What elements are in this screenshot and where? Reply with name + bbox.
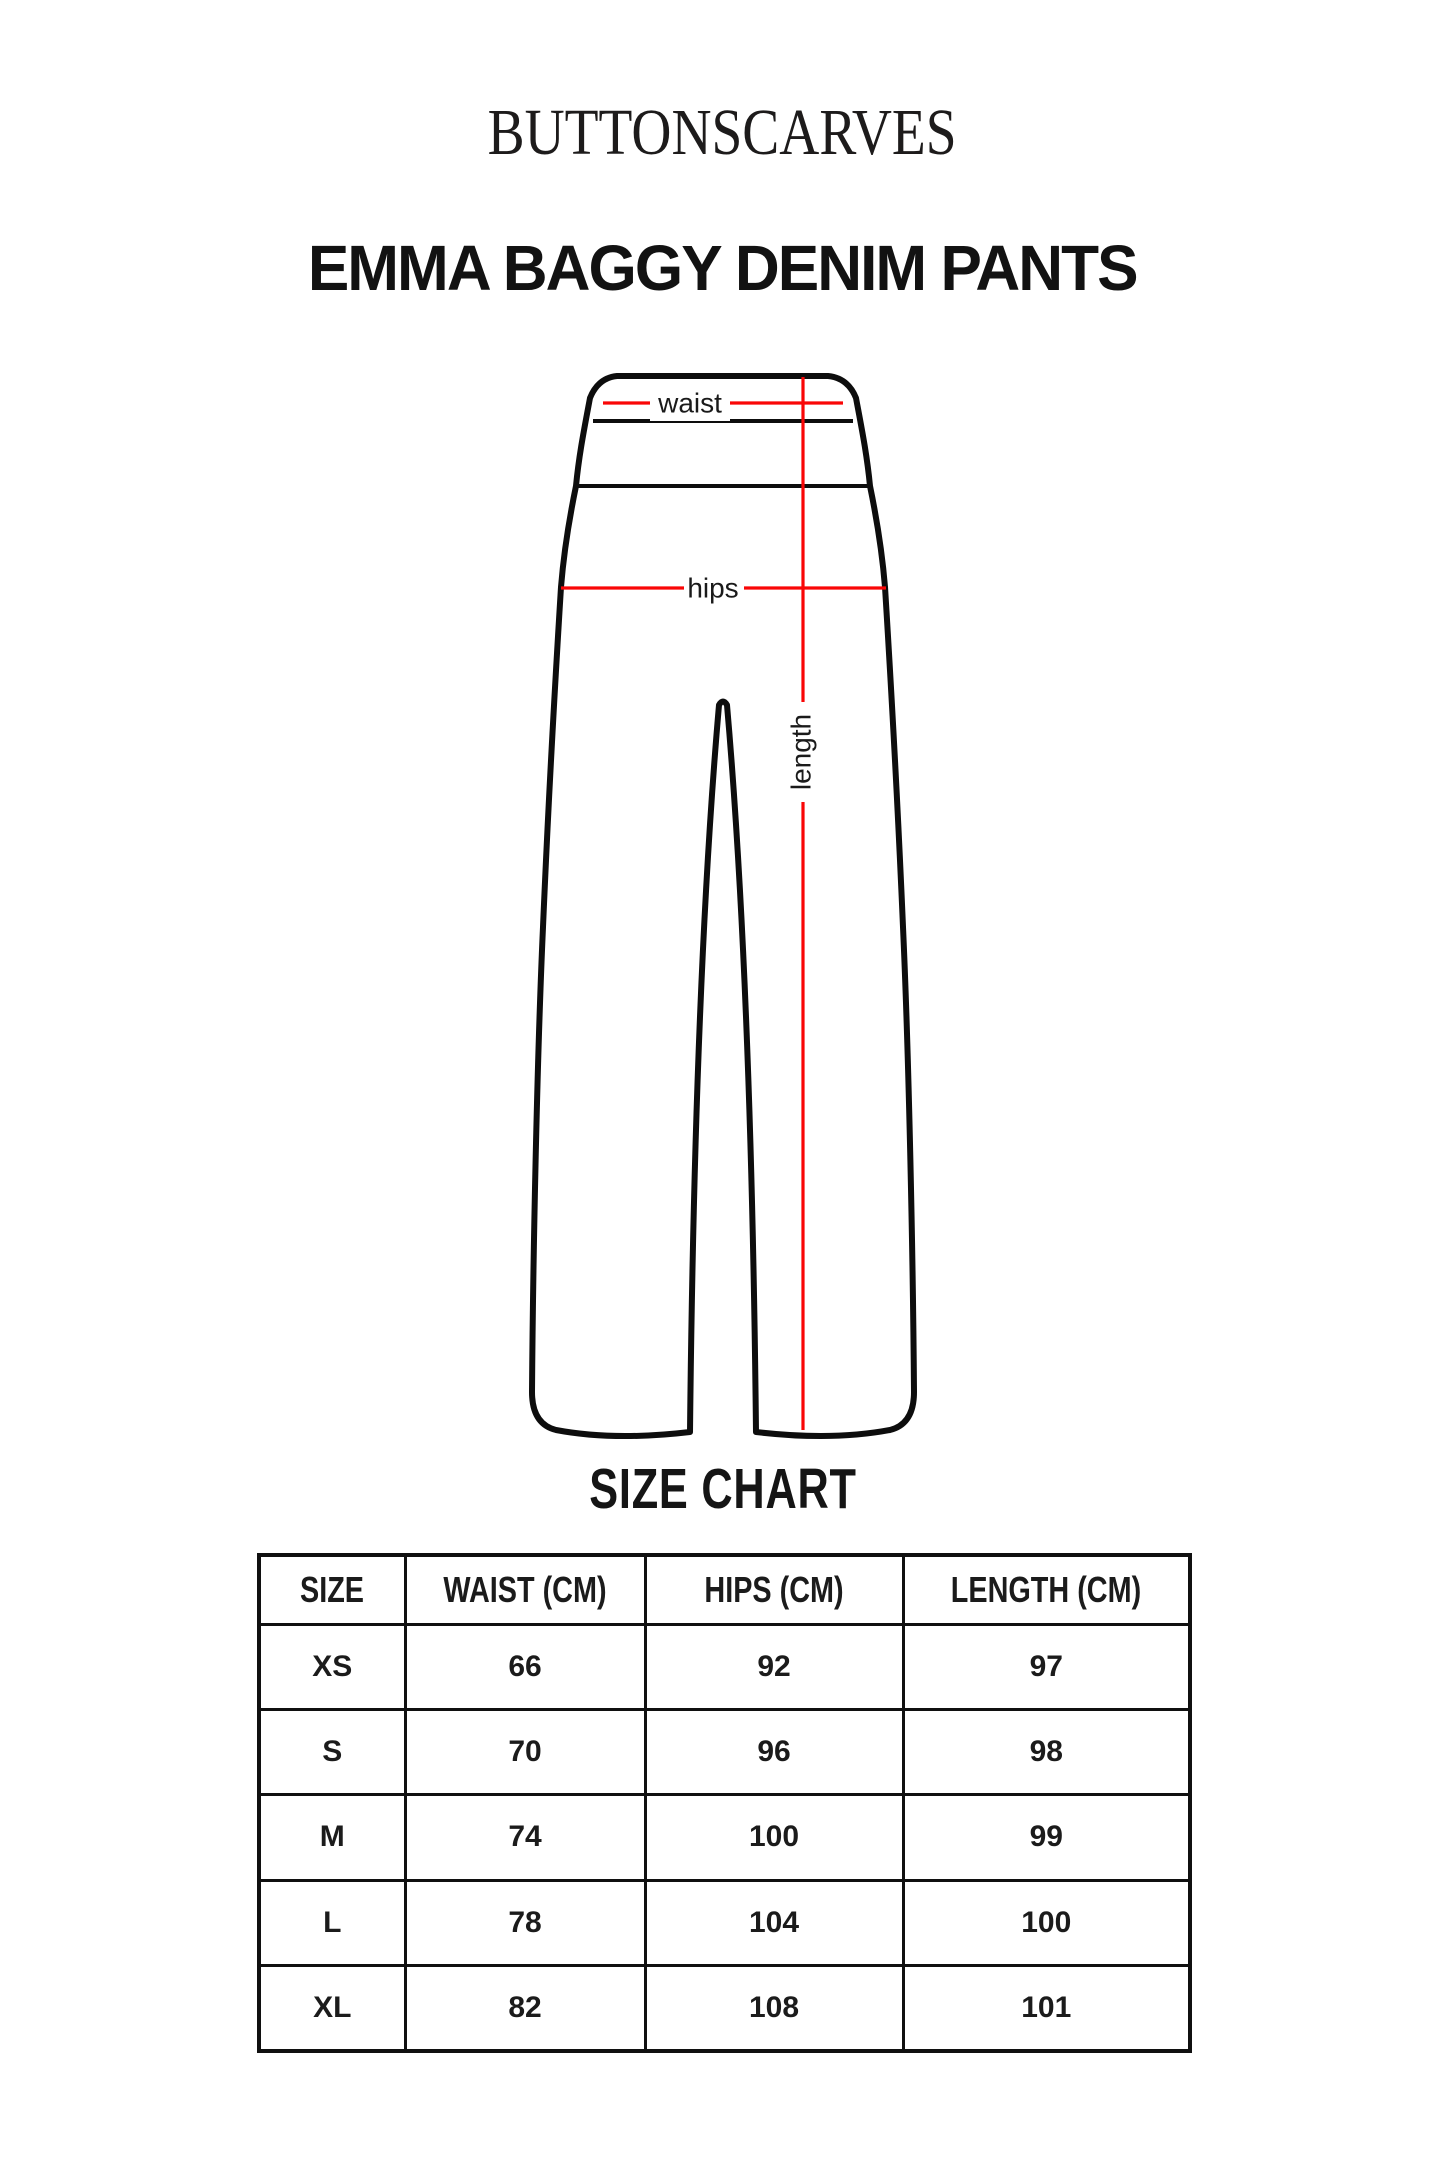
hips-cell: 96 <box>645 1709 903 1794</box>
table-row <box>259 1880 1190 1965</box>
waist-cell: 70 <box>405 1709 645 1794</box>
column-header-size: SIZE <box>259 1555 405 1624</box>
column-header-length: LENGTH (CM) <box>903 1555 1190 1624</box>
table-header-row <box>259 1555 1190 1624</box>
table-row <box>259 1966 1190 2051</box>
table-row <box>259 1709 1190 1794</box>
length-label: length <box>785 713 817 791</box>
size-cell: XS <box>259 1624 405 1709</box>
column-header-hips: HIPS (CM) <box>645 1555 903 1624</box>
hips-cell: 100 <box>645 1795 903 1880</box>
waist-cell: 82 <box>405 1966 645 2051</box>
brand-logo-text: BUTTONSCARVES <box>488 96 957 169</box>
pants-measurement-diagram <box>430 340 1010 1460</box>
product-title-text: EMMA BAGGY DENIM PANTS <box>308 232 1137 304</box>
size-chart-heading <box>0 1452 1445 1526</box>
hips-label: hips <box>687 572 739 604</box>
brand-logo <box>0 96 1445 170</box>
length-cell: 98 <box>903 1709 1190 1794</box>
waist-cell: 74 <box>405 1795 645 1880</box>
size-chart-heading-text: SIZE CHART <box>588 1457 857 1521</box>
product-title <box>0 226 1445 310</box>
size-chart-table <box>257 1553 1192 2053</box>
waist-cell: 78 <box>405 1880 645 1965</box>
size-cell: L <box>259 1880 405 1965</box>
size-cell: M <box>259 1795 405 1880</box>
size-cell: S <box>259 1709 405 1794</box>
waist-label: waist <box>658 387 722 419</box>
column-header-waist: WAIST (CM) <box>405 1555 645 1624</box>
length-cell: 99 <box>903 1795 1190 1880</box>
hips-cell: 108 <box>645 1966 903 2051</box>
pants-outline-shape <box>532 376 914 1436</box>
waist-cell: 66 <box>405 1624 645 1709</box>
length-cell: 101 <box>903 1966 1190 2051</box>
length-cell: 100 <box>903 1880 1190 1965</box>
table-row <box>259 1624 1190 1709</box>
length-cell: 97 <box>903 1624 1190 1709</box>
hips-cell: 104 <box>645 1880 903 1965</box>
size-cell: XL <box>259 1966 405 2051</box>
table-row <box>259 1795 1190 1880</box>
hips-cell: 92 <box>645 1624 903 1709</box>
